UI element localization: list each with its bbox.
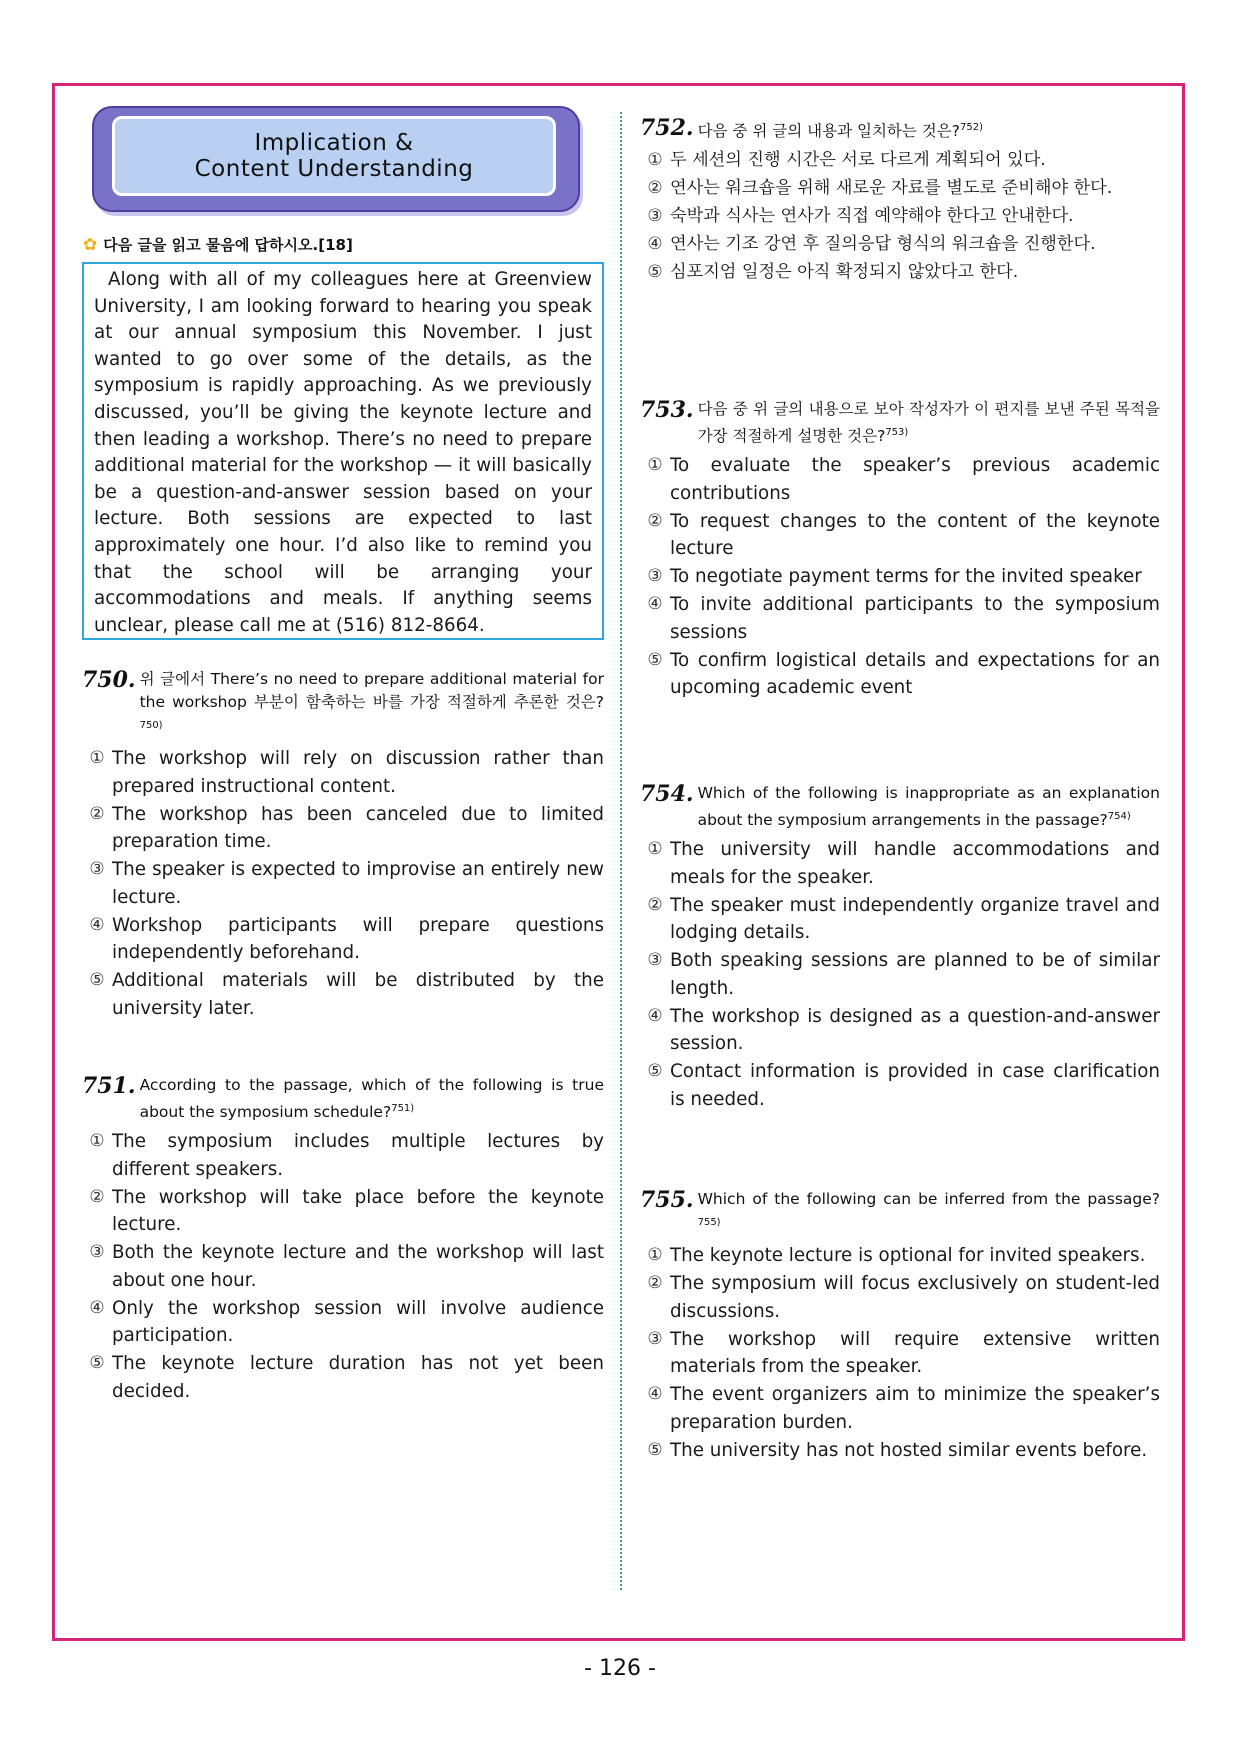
passage-text: Along with all of my colleagues here at Greenview University, I am looking forward to hearing you speak at our annual symposium this November. I just wanted to go over some of the details, as the symposium is rapidly approaching. As we previously discussed, you’ll be giving the keynote lecture and then leading a workshop. There’s no need to prepare additional material for the workshop — it will basically be a question-and-answer session based on your lecture. Both sessions are expected to last approximately one hour. I’d also like to remind you that the school will be arranging your accommodations and meals. If anything seems unclear, please call me at (516) 812-8664. <box>94 269 592 636</box>
question-text: 위 글에서 There’s no need to prepare additional material for the workshop 부분이 함축하는 바를 가장 적절하게 추론한 것은?$^{750)}$ <box>139 670 604 731</box>
option[interactable]: ③ Both speaking sessions are planned to be of similar length. <box>647 950 1160 999</box>
question-752 <box>640 116 1160 287</box>
question-number: 755. <box>640 1187 694 1213</box>
question-753 <box>640 398 1160 702</box>
option[interactable]: ⑤ The university has not hosted similar events before. <box>647 1439 1148 1461</box>
title-line-1: Implication & <box>254 130 414 156</box>
option[interactable]: ② The symposium will focus exclusively on student-led discussions. <box>647 1273 1160 1322</box>
question-750 <box>82 668 604 1023</box>
column-divider <box>620 112 622 1590</box>
question-number: 750. <box>82 667 136 693</box>
option[interactable]: ① 두 세션의 진행 시간은 서로 다르게 계획되어 있다. <box>647 150 1046 171</box>
option[interactable]: ② To request changes to the content of the keynote lecture <box>647 510 1160 560</box>
option[interactable]: ③ The workshop will require extensive written materials from the speaker. <box>647 1328 1160 1378</box>
title-line-2: Content Understanding <box>194 156 474 182</box>
option[interactable]: ① The keynote lecture is optional for invited speakers. <box>647 1245 1146 1267</box>
options-list <box>640 836 1160 1113</box>
instruction-text: 다음 글을 읽고 물음에 답하시오.[18] <box>103 236 353 254</box>
options-list <box>640 1242 1160 1464</box>
question-751 <box>82 1074 604 1406</box>
option[interactable]: ④ The event organizers aim to minimize the speaker’s preparation burden. <box>647 1384 1160 1433</box>
option[interactable]: ④ Workshop participants will prepare questions independently beforehand. <box>89 914 604 964</box>
question-755 <box>640 1188 1160 1465</box>
option[interactable]: ③ The speaker is expected to improvise an entirely new lecture. <box>89 859 604 908</box>
option[interactable]: ④ 연사는 기조 강연 후 질의응답 형식의 워크숍을 진행한다. <box>647 234 1096 255</box>
footnote-ref: 755) <box>697 1217 721 1228</box>
question-754 <box>640 782 1160 1114</box>
option[interactable]: ④ To invite additional participants to the symposium sessions <box>647 594 1160 643</box>
footnote-ref: 751) <box>391 1103 415 1114</box>
option[interactable]: ⑤ Contact information is provided in case clarification is needed. <box>647 1061 1160 1110</box>
title-badge-inner <box>112 116 556 196</box>
page-number: - 126 - <box>584 1656 656 1681</box>
option[interactable]: ③ 숙박과 식사는 연사가 직접 예약해야 한다고 안내한다. <box>647 206 1074 227</box>
option[interactable]: ① To evaluate the speaker’s previous academic contributions <box>647 455 1160 504</box>
options-list <box>82 1128 604 1405</box>
options-list <box>82 745 604 1022</box>
option[interactable]: ② The speaker must independently organize travel and lodging details. <box>647 894 1160 944</box>
option[interactable]: ② The workshop will take place before the keynote lecture. <box>89 1186 604 1236</box>
option[interactable]: ① The university will handle accommodations and meals for the speaker. <box>647 839 1160 888</box>
footnote-ref: 753) <box>885 427 909 438</box>
question-text: Which of the following can be inferred from the passage?$^{755)}$ <box>697 1190 1160 1228</box>
option[interactable]: ⑤ To confirm logistical details and expectations for an upcoming academic event <box>647 649 1160 699</box>
option[interactable]: ② 연사는 워크숍을 위해 새로운 자료를 별도로 준비해야 한다. <box>647 178 1113 199</box>
question-text: Which of the following is inappropriate as an explanation about the symposium arrangements in the passage?$^{754)}$ <box>697 784 1160 830</box>
option[interactable]: ① The workshop will rely on discussion rather than prepared instructional content. <box>89 748 604 797</box>
question-number: 752. <box>640 115 694 141</box>
options-list <box>640 147 1160 287</box>
passage-box <box>82 262 604 640</box>
question-number: 754. <box>640 781 694 807</box>
question-text: 다음 중 위 글의 내용과 일치하는 것은?$^{752)}$ <box>697 122 983 141</box>
option[interactable]: ④ The workshop is designed as a question-and-answer session. <box>647 1005 1160 1055</box>
flower-icon: ✿ <box>83 234 98 255</box>
option[interactable]: ⑤ 심포지엄 일정은 아직 확정되지 않았다고 한다. <box>647 262 1019 283</box>
question-text: According to the passage, which of the following is true about the symposium schedule?$^{751)}$ <box>139 1076 604 1122</box>
footnote-ref: 754) <box>1107 811 1131 822</box>
option[interactable]: ③ To negotiate payment terms for the invited speaker <box>647 566 1142 588</box>
option[interactable]: ② The workshop has been canceled due to limited preparation time. <box>89 803 604 853</box>
option[interactable]: ⑤ The keynote lecture duration has not yet been decided. <box>89 1353 604 1402</box>
option[interactable]: ① The symposium includes multiple lectures by different speakers. <box>89 1131 604 1180</box>
option[interactable]: ③ Both the keynote lecture and the workshop will last about one hour. <box>89 1242 604 1291</box>
instruction <box>83 234 353 255</box>
question-number: 751. <box>82 1073 136 1099</box>
options-list <box>640 452 1160 702</box>
option[interactable]: ④ Only the workshop session will involve audience participation. <box>89 1297 604 1347</box>
footnote-ref: 752) <box>959 122 983 133</box>
footnote-ref: 750) <box>139 720 163 731</box>
question-text: 다음 중 위 글의 내용으로 보아 작성자가 이 편지를 보낸 주된 목적을 가장 적절하게 설명한 것은?$^{753)}$ <box>697 400 1160 446</box>
option[interactable]: ⑤ Additional materials will be distributed by the university later. <box>89 970 604 1019</box>
question-number: 753. <box>640 397 694 423</box>
